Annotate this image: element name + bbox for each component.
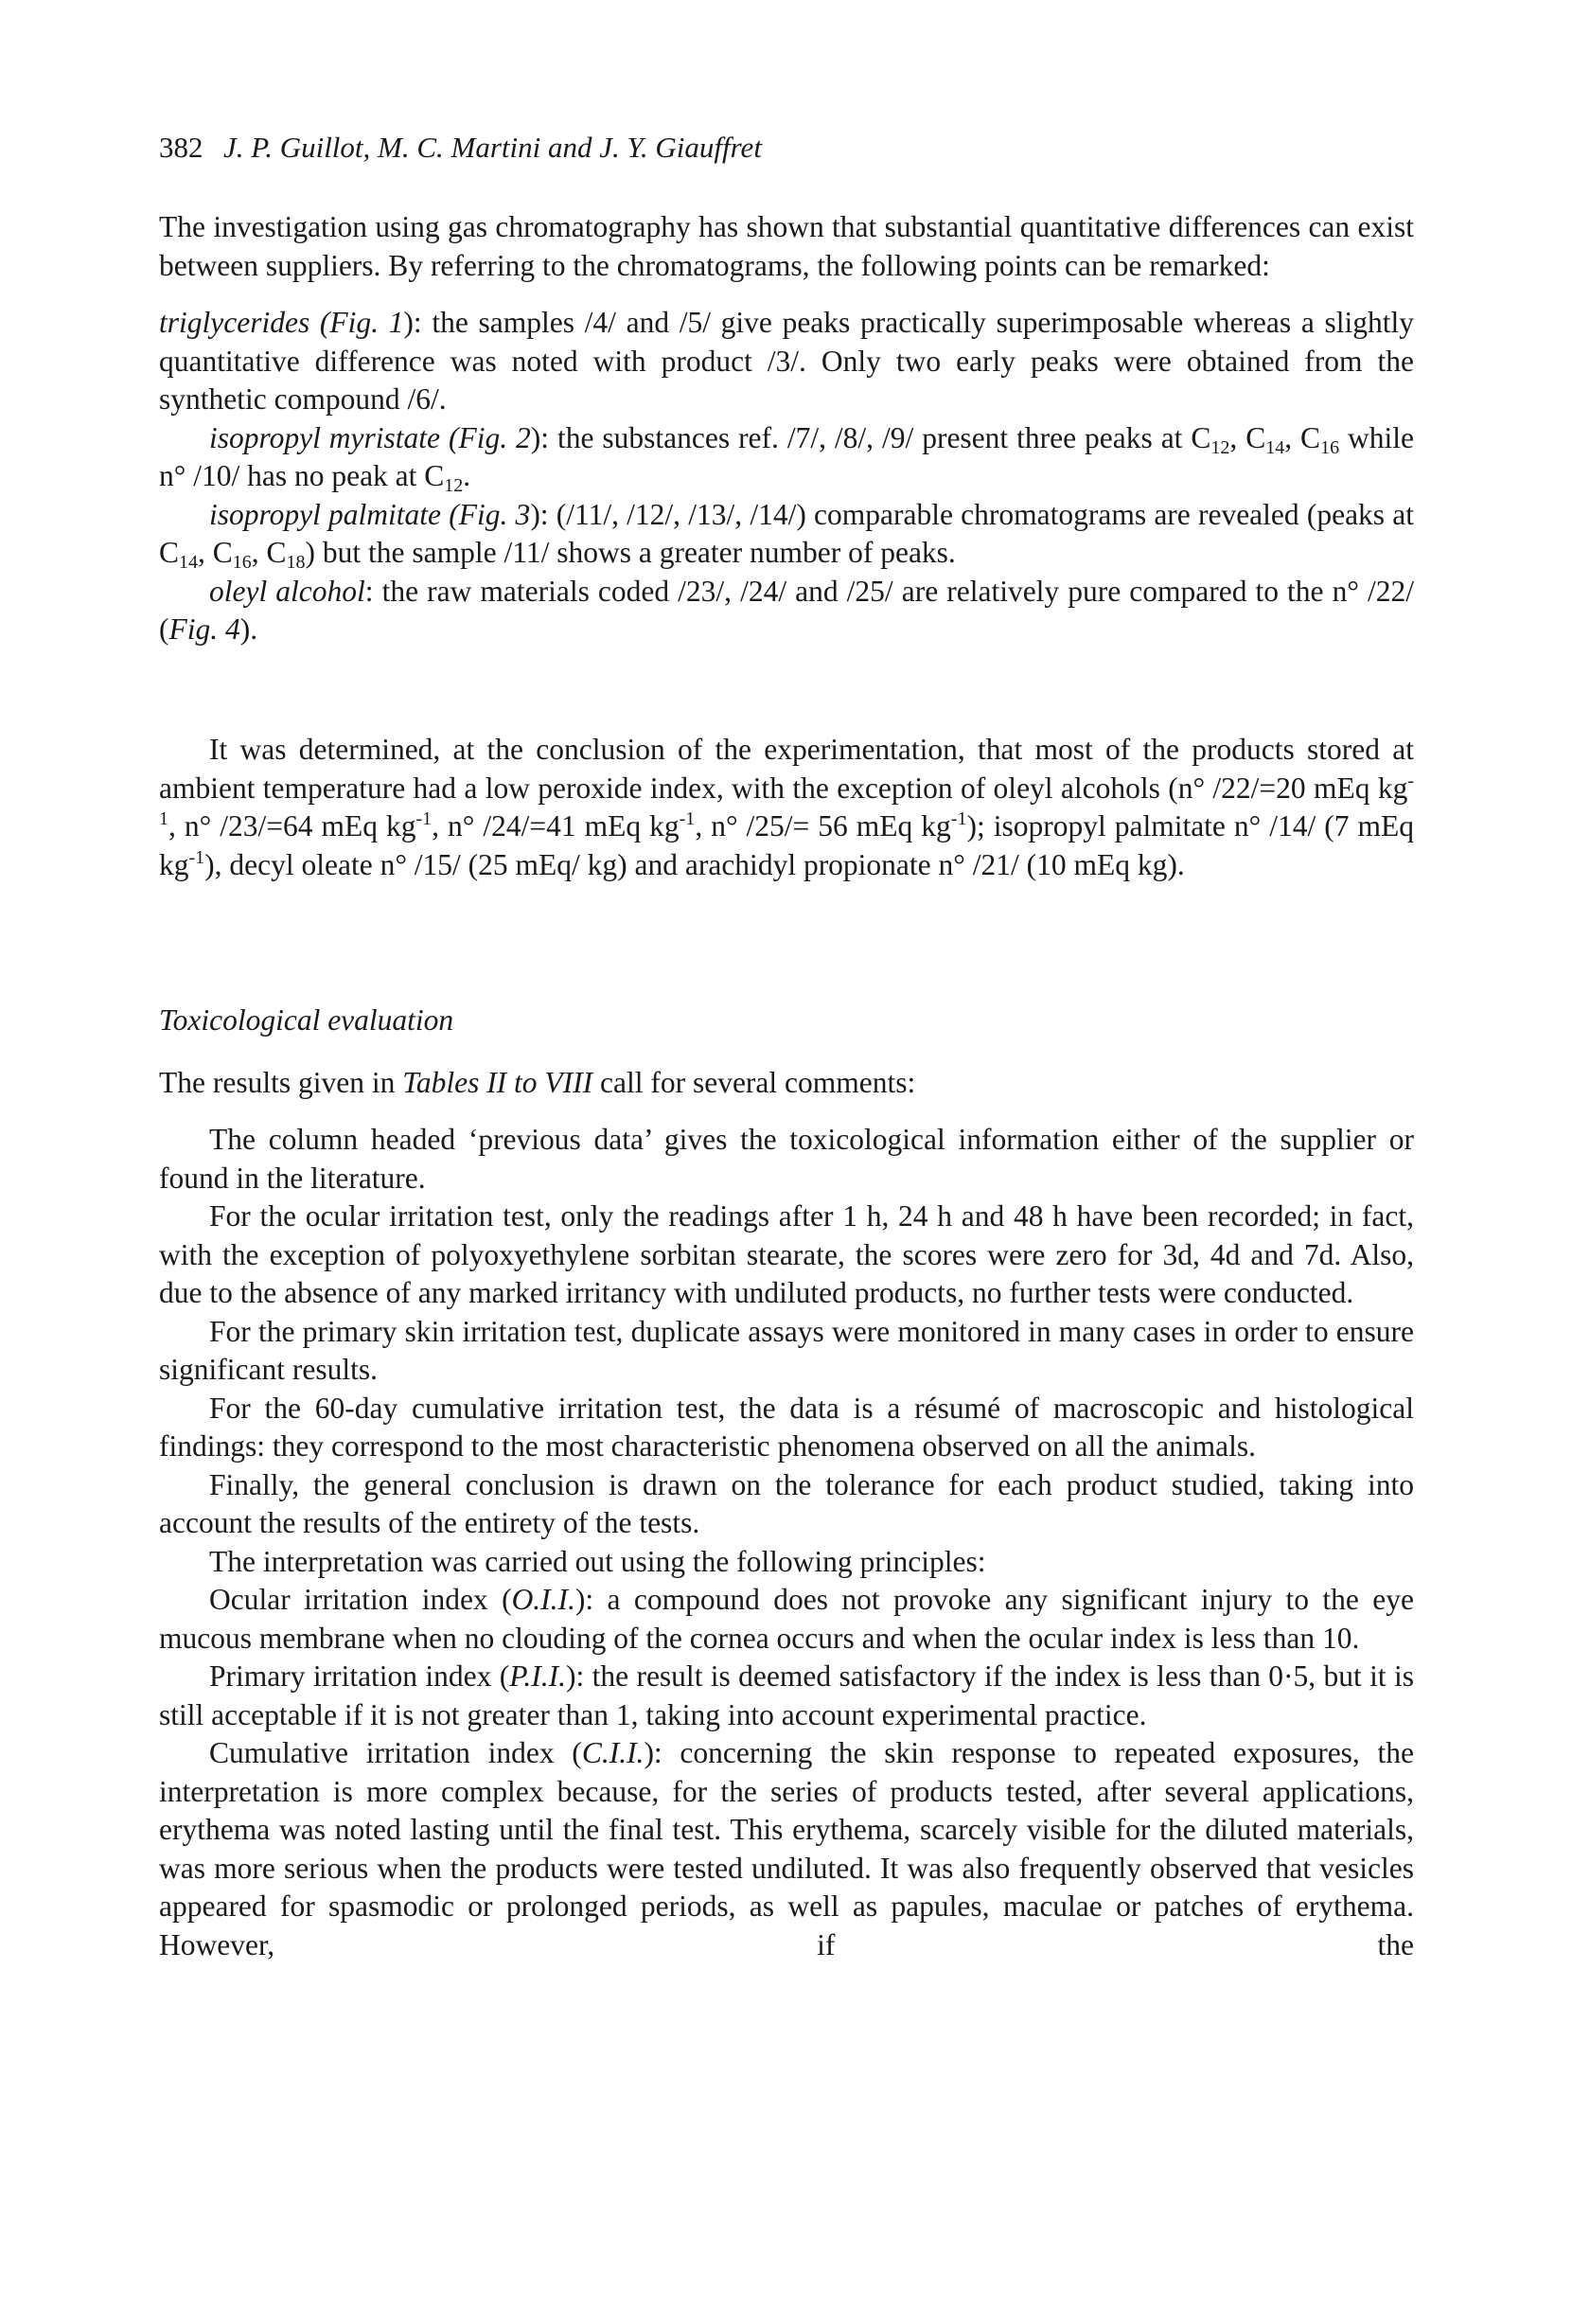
ocular-test-paragraph: For the ocular irritation test, only the readings after 1 h, 24 h and 48 h have been recorded; in fact, with the exception of polyoxyethylene sorbitan stearate, the scores were zero for 3d, 4d and 7d. Also, due to the absence of any marked irritancy with undiluted products, no further tests were conducted. xyxy=(159,1199,1414,1309)
palmitate-paragraph: isopropyl palmitate (Fig. 3): (/11/, /12/, /13/, /14/) comparable chromatograms are revealed (peaks at $C_{14}$, $C_{16}$, $C_{18}$) but the sample /11/ shows a greater number of peaks. xyxy=(159,497,1414,573)
toxicological-intro: The results given in Tables II to VIII call for several comments: xyxy=(159,1065,916,1099)
primary-test-paragraph: For the primary skin irritation test, duplicate assays were monitored in many cases in order to ensure significant results. xyxy=(159,1314,1414,1386)
principles-paragraph: The interpretation was carried out using the following principles: xyxy=(209,1544,986,1578)
running-authors: J. P. Guillot, M. C. Martini and J. Y. Giauffret xyxy=(223,131,762,164)
page-number: 382 xyxy=(159,131,203,164)
conclusion-paragraph: Finally, the general conclusion is drawn on the tolerance for each product studied, taking into account the results of the entirety of the tests. xyxy=(159,1467,1414,1539)
peroxide-section xyxy=(159,731,1414,884)
toxicological-section xyxy=(159,1002,1414,1964)
running-header xyxy=(159,127,1413,169)
previous-data-paragraph: The column headed ‘previous data’ gives the toxicological information either of the supplier or found in the literature. xyxy=(159,1123,1414,1195)
section-heading: Toxicological evaluation xyxy=(159,1003,454,1037)
chromatography-intro: The investigation using gas chromatography has shown that substantial quantitative differences can exist between suppliers. By referring to the chromatograms, the following points can be remarked: xyxy=(159,210,1414,282)
cii-paragraph: Cumulative irritation index (C.I.I.): concerning the skin response to repeated exposures, the interpretation is more complex because, for the series of products tested, after several applications, erythema was noted lasting until the final test. This erythema, scarcely visible for the diluted materials, was more serious when the products were tested undiluted. It was also frequently observed that vesicles appeared for spasmodic or prolonged periods, as well as papules, maculae or patches of erythema. However, if the xyxy=(159,1736,1415,1961)
pii-paragraph: Primary irritation index (P.I.I.): the result is deemed satisfactory if the index is less than 0·5, but it is still acceptable if it is not greater than 1, taking into account experimental practice. xyxy=(159,1659,1414,1731)
triglycerides-paragraph: triglycerides (Fig. 1): the samples /4/ and /5/ give peaks practically superimposable whereas a slightly quantitative difference was noted with product /3/. Only two early peaks were obtained from the synthetic compound /6/. xyxy=(159,306,1414,416)
cumulative-test-paragraph: For the 60-day cumulative irritation test, the data is a résumé of macroscopic and histological findings: they correspond to the most characteristic phenomena observed on all the animals. xyxy=(159,1391,1414,1463)
chromatography-section xyxy=(159,208,1414,649)
myristate-paragraph: isopropyl myristate (Fig. 2): the substances ref. /7/, /8/, /9/ present three peaks at $C_{12}$, $C_{14}$, $C_{16}$ while n° /10/ has no peak at $C_{12}$. xyxy=(159,420,1415,496)
oii-paragraph: Ocular irritation index (O.I.I.): a compound does not provoke any significant injury to the eye mucous membrane when no clouding of the cornea occurs and when the ocular index is less than 10. xyxy=(159,1583,1414,1655)
oleyl-paragraph: oleyl alcohol: the raw materials coded /23/, /24/ and /25/ are relatively pure compared to the n° /22/ (Fig. 4). xyxy=(159,574,1414,646)
peroxide-paragraph: It was determined, at the conclusion of the experimentation, that most of the products stored at ambient temperature had a low peroxide index, with the exception of oleyl alcohols (n° /22/=20 mEq $kg^{-1}$, n° /23/=64 mEq $kg^{-1}$, n° /24/=41 mEq $kg^{-1}$, n° /25/= 56 mEq $kg^{-1}$); isopropyl palmitate n° /14/ (7 mEq $kg^{-1}$), decyl oleate n° /15/ (25 mEq/ kg) and arachidyl propionate n° /21/ (10 mEq kg). xyxy=(159,733,1414,881)
